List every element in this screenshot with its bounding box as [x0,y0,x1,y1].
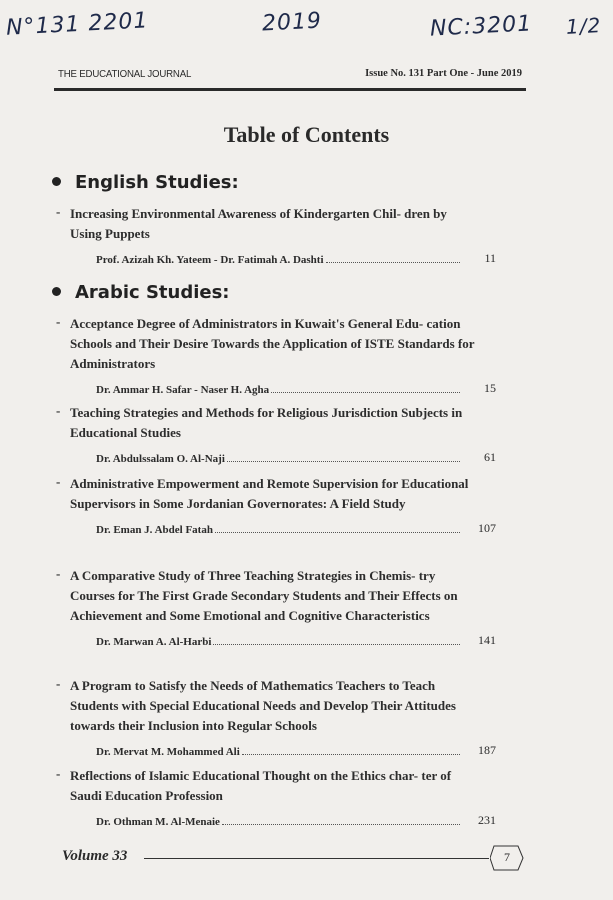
entry-authors: Dr. Ammar H. Safar - Naser H. Agha [96,384,270,396]
entry-authors: Dr. Abdulssalam O. Al-Naji [96,453,225,465]
footer-rule [144,858,489,859]
author-line [96,518,496,536]
entry-title: Acceptance Degree of Administrators in Kuwait's General Edu- cation Schools and Their Desire Towards the Application of ISTE Standards for Administrators [70,316,475,371]
dot-leader [213,643,460,645]
toc-entry[interactable] [56,766,496,828]
dot-leader [215,531,460,533]
journal-name: THE EDUCATIONAL JOURNAL [58,68,192,80]
entry-page: 107 [478,521,496,535]
entry-page: 141 [478,633,496,647]
page-number: 7 [504,850,510,864]
entry-authors: Prof. Azizah Kh. Yateem - Dr. Fatimah A. Dashti [96,254,324,266]
toc-entry[interactable] [56,403,496,465]
page-title: Table of Contents [223,122,390,147]
dash-marker: - [56,204,61,219]
entry-title: Administrative Empowerment and Remote Supervision for Educational Supervisors in Some Jordanian Governorates: A Field Study [70,476,469,511]
toc-entry[interactable] [56,474,496,536]
dot-leader [222,823,460,825]
handwritten-note-part: 1/2 [565,13,602,39]
dot-leader [271,391,460,393]
entry-authors: Dr. Othman M. Al-Menaie [96,816,220,828]
dash-marker: - [56,474,61,489]
author-line [96,630,496,648]
entry-title: Teaching Strategies and Methods for Religious Jurisdiction Subjects in Educational Studies [70,405,463,440]
header-rule [54,88,526,91]
bullet-icon [52,177,61,186]
page-number-badge [490,844,524,872]
handwritten-note-issue: N°131 2201 [5,8,149,41]
dash-marker: - [56,676,61,691]
dash-marker: - [56,766,61,781]
toc-entry[interactable] [56,566,496,648]
entry-page: 15 [484,381,496,395]
entry-title: A Program to Satisfy the Needs of Mathematics Teachers to Teach Students with Special Educational Needs and Develop Their Attitudes towards their Inclusion into Regular Schools [70,678,456,733]
entry-page: 11 [484,251,496,265]
entry-authors: Dr. Eman J. Abdel Fatah [96,524,213,536]
entry-authors: Dr. Mervat M. Mohammed Ali [96,746,240,758]
section-heading-english: English Studies: [52,172,239,193]
dash-marker: - [56,314,61,329]
author-line [96,248,496,266]
entry-page: 231 [478,813,496,827]
issue-info: Issue No. 131 Part One - June 2019 [365,68,522,79]
author-line [96,740,496,758]
toc-entry[interactable] [56,204,496,266]
volume-label: Volume 33 [62,848,128,864]
entry-authors: Dr. Marwan A. Al-Harbi [96,636,212,648]
handwritten-note-code: NC:3201 [429,11,533,42]
dot-leader [326,261,460,263]
handwritten-annotations [0,4,613,54]
dash-marker: - [56,403,61,418]
author-line [96,378,496,396]
dot-leader [227,460,460,462]
dot-leader [242,753,460,755]
handwritten-note-year: 2019 [261,8,323,37]
entry-title: Increasing Environmental Awareness of Kindergarten Chil- dren by Using Puppets [70,206,447,241]
entry-title: A Comparative Study of Three Teaching Strategies in Chemis- try Courses for The First Grade Secondary Students and Their Effects on Achievement and Some Emotional and Cognitive Characteristics [70,568,458,623]
entry-page: 187 [478,743,496,757]
page-footer [62,844,532,878]
toc-entry[interactable] [56,676,496,758]
author-line [96,447,496,465]
section-heading-arabic: Arabic Studies: [52,282,230,303]
bullet-icon [52,287,61,296]
entry-page: 61 [484,450,496,464]
entry-title: Reflections of Islamic Educational Thought on the Ethics char- ter of Saudi Education Profession [70,768,452,803]
author-line [96,810,496,828]
running-header [54,66,526,86]
dash-marker: - [56,566,61,581]
toc-entry[interactable] [56,314,496,396]
